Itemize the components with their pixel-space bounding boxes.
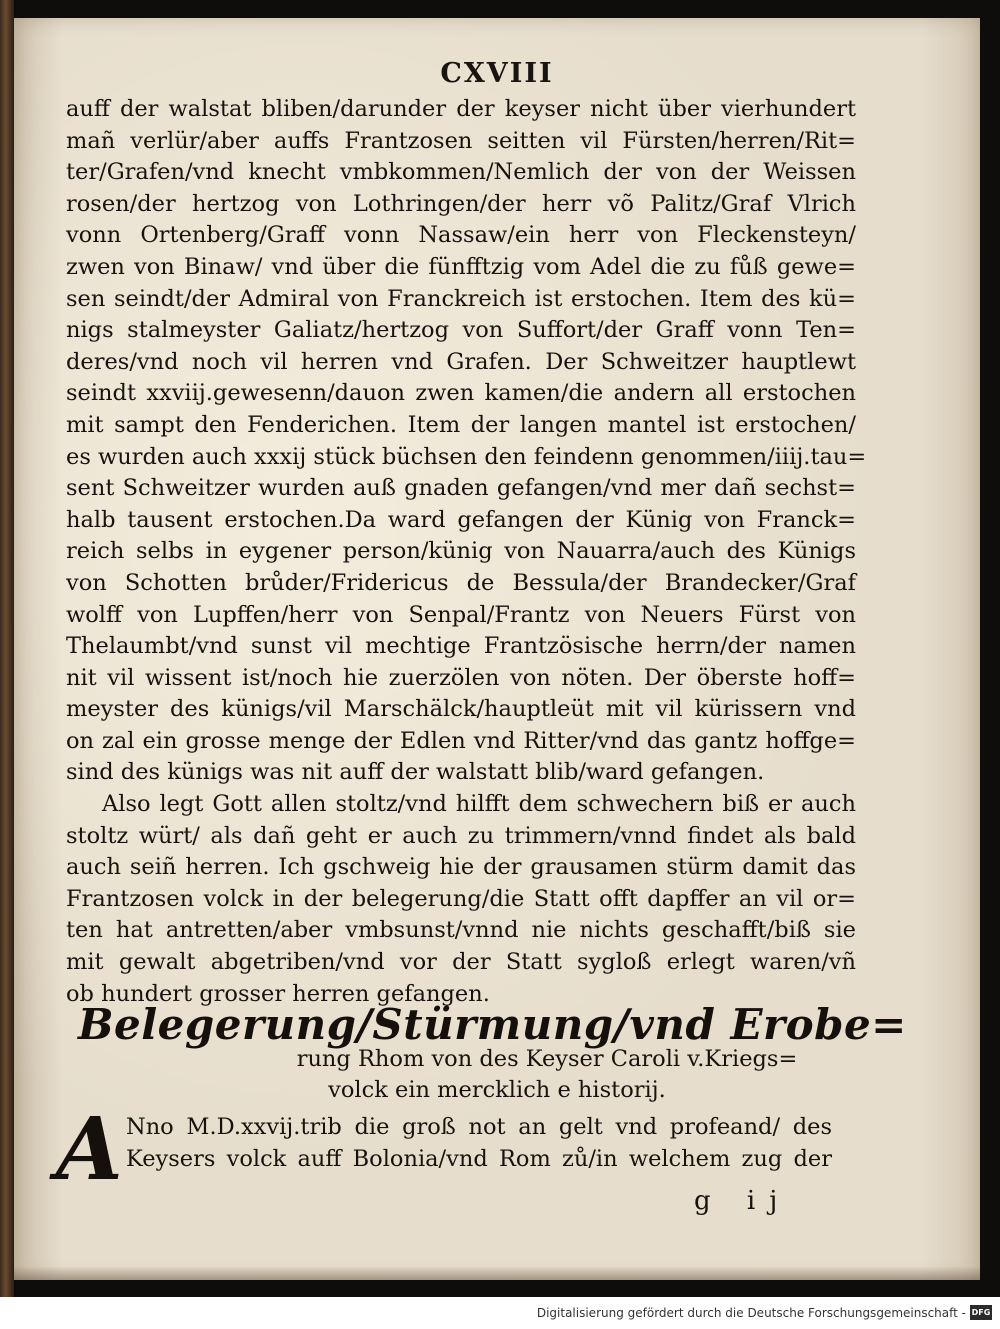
text-line: Nno M.D.xxvij.trib die groß not an gelt vnd profeand/ des — [126, 1114, 832, 1140]
book-page — [14, 18, 980, 1280]
text-line: zwen von Binaw/ vnd über die fünfftzig vom Adel die zu fůß gewe= — [66, 253, 856, 280]
text-line: mit sampt den Fenderichen. Item der langen mantel ist erstochen/ — [66, 411, 856, 438]
text-line: rosen/der hertzog von Lothringen/der herr võ Palitz/Graf Vlrich — [66, 190, 856, 217]
dfg-logo-icon: DFG — [970, 1305, 992, 1320]
text-line: sent Schweitzer wurden auß gnaden gefangen/vnd mer dañ sechst= — [66, 475, 856, 502]
text-line: auff der walstat bliben/darunder der keyser nicht über vierhundert — [66, 96, 856, 122]
text-line: meyster des künigs/vil Marschälck/hauptleüt mit vil kürissern vnd — [66, 696, 856, 723]
text-line: sen seindt/der Admiral von Franckreich ist erstochen. Item des kü= — [66, 285, 856, 312]
text-line: Keysers volck auff Bolonia/vnd Rom zů/in welchem zug der — [126, 1145, 832, 1172]
text-line: sind des künigs was nit auff der walstatt blib/ward gefangen. — [66, 759, 765, 786]
text-line: es wurden auch xxxij stück büchsen den feindenn genommen/iiij.tau= — [66, 443, 867, 470]
book-spine-edge — [0, 0, 14, 1297]
text-line: halb tausent erstochen.Da ward gefangen der Künig von Franck= — [66, 506, 856, 533]
text-line: on zal ein grosse menge der Edlen vnd Ritter/vnd das gantz hoffge= — [66, 727, 856, 754]
decorated-initial: A — [56, 1099, 123, 1200]
text-line: Thelaumbt/vnd sunst vil mechtige Frantzösische herrn/der namen — [66, 633, 856, 660]
text-line: seindt xxviij.gewesenn/dauon zwen kamen/die andern all erstochen — [66, 380, 856, 407]
text-line: nigs stalmeyster Galiatz/hertzog von Suffort/der Graff vonn Ten= — [66, 317, 856, 344]
text-line: ob hundert grosser herren gefangen. — [66, 980, 490, 1007]
text-line: mañ verlür/aber auffs Frantzosen seitten vil Fürsten/herren/Rit= — [66, 127, 856, 154]
text-line: Also legt Gott allen stoltz/vnd hilfft dem schwechern biß er auch — [102, 791, 856, 818]
second-paragraph — [126, 1112, 832, 1175]
folio-number: CXVIII — [440, 58, 554, 89]
section-subheading: rung Rhom von des Keyser Caroli v.Kriegs= — [296, 1046, 798, 1072]
footer-bar — [0, 1297, 1000, 1329]
text-line: mit gewalt abgetriben/vnd vor der Statt sygloß erlegt waren/vñ — [66, 949, 856, 976]
signature-mark: g ij — [694, 1186, 792, 1216]
text-line: reich selbs in eygener person/künig von Nauarra/auch des Künigs — [66, 538, 856, 565]
text-line: von Schotten brůder/Fridericus de Bessula/der Brandecker/Graf — [66, 569, 856, 596]
text-line: ten hat antretten/aber vmbsunst/vnnd nie nichts geschafft/biß sie — [66, 917, 856, 944]
text-line: Frantzosen volck in der belegerung/die Statt offt dapffer an vil or= — [66, 885, 856, 912]
page-shadow — [14, 1266, 980, 1280]
section-subheading: volck ein mercklich e historij. — [328, 1077, 666, 1103]
section-heading: Belegerung/Stürmung/vnd Erobe= — [78, 1000, 907, 1049]
text-line: wolff von Lupffen/herr von Senpal/Frantz von Neuers Fürst von — [66, 601, 856, 628]
funding-credit: Digitalisierung gefördert durch die Deutsche Forschungsgemeinschaft - — [536, 1306, 966, 1320]
text-line: deres/vnd noch vil herren vnd Grafen. Der Schweitzer hauptlewt — [66, 348, 856, 375]
text-line: nit vil wissent ist/noch hie zuerzölen von nöten. Der öberste hoff= — [66, 664, 856, 691]
text-line: vonn Ortenberg/Graff vonn Nassaw/ein herr von Fleckensteyn/ — [66, 222, 856, 249]
main-text-block — [66, 94, 867, 1010]
text-line: ter/Grafen/vnd knecht vmbkommen/Nemlich der von der Weissen — [66, 159, 856, 186]
text-line: stoltz würt/ als dañ geht er auch zu trimmern/vnnd findet als bald — [66, 822, 856, 849]
text-line: auch seiñ herren. Ich gschweig hie der grausamen stürm damit das — [66, 854, 856, 881]
